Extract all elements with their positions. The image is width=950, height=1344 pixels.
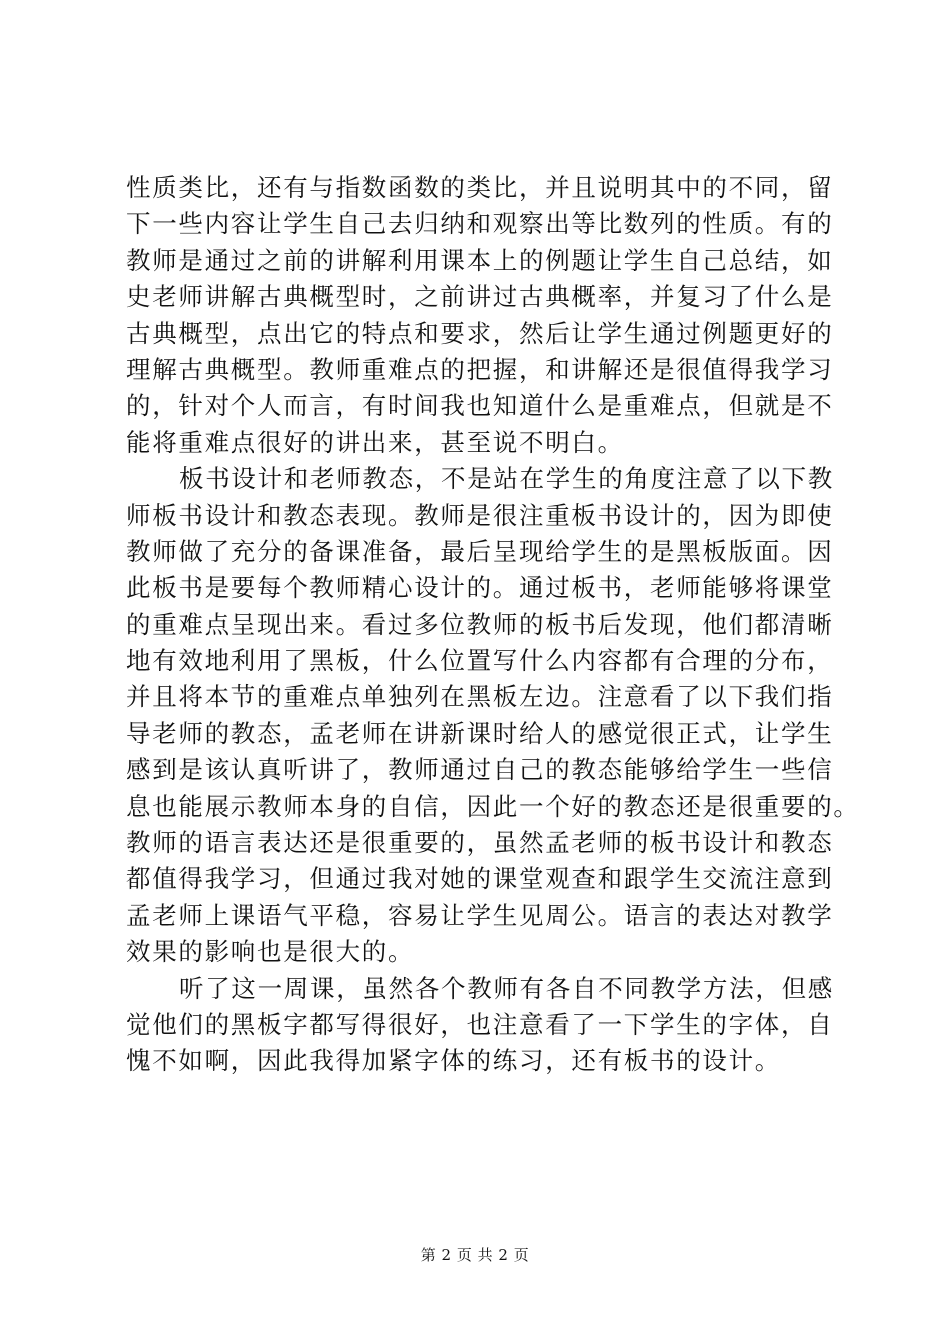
page-footer [0, 1245, 950, 1265]
body-text [126, 170, 860, 1080]
text-line: 史老师讲解古典概型时，之前讲过古典概率，并复习了什么是 [126, 282, 834, 312]
paragraph-1 [126, 170, 838, 461]
text-line: 理解古典概型。教师重难点的把握，和讲解还是很值得我学习 [126, 354, 834, 384]
text-line: 板书设计和老师教态，不是站在学生的角度注意了以下教 [179, 464, 834, 494]
text-line: 古典概型，点出它的特点和要求，然后让学生通过例题更好的 [126, 318, 834, 348]
text-line: 师板书设计和教态表现。教师是很注重板书设计的，因为即使 [126, 500, 834, 530]
page-number-label: 第 2 页 共 2 页 [420, 1246, 530, 1264]
text-line: 导老师的教态，孟老师在讲新课时给人的感觉很正式，让学生 [126, 718, 834, 748]
text-line: 性质类比，还有与指数函数的类比，并且说明其中的不同，留 [126, 173, 834, 202]
text-line: 孟老师上课语气平稳，容易让学生见周公。语言的表达对教学 [126, 900, 834, 930]
text-line: 的，针对个人而言，有时间我也知道什么是重难点，但就是不 [126, 391, 834, 421]
text-line: 的重难点呈现出来。看过多位教师的板书后发现，他们都清晰 [126, 609, 834, 639]
text-line: 听了这一周课，虽然各个教师有各自不同教学方法，但感 [179, 973, 834, 1003]
text-line: 愧不如啊，因此我得加紧字体的练习，还有板书的设计。 [126, 1046, 781, 1076]
text-line: 下一些内容让学生自己去归纳和观察出等比数列的性质。有的 [126, 209, 834, 239]
text-line: 教师的语言表达还是很重要的，虽然孟老师的板书设计和教态 [126, 828, 834, 858]
text-line: 息也能展示教师本身的自信，因此一个好的教态还是很重要的。 [126, 791, 860, 821]
text-line: 效果的影响也是很大的。 [126, 937, 415, 967]
text-line: 教师做了充分的备课准备，最后呈现给学生的是黑板版面。因 [126, 536, 834, 566]
text-line: 地有效地利用了黑板，什么位置写什么内容都有合理的分布， [126, 646, 834, 676]
text-line: 觉他们的黑板字都写得很好，也注意看了一下学生的字体，自 [126, 1009, 834, 1039]
text-line: 此板书是要每个教师精心设计的。通过板书，老师能够将课堂 [126, 573, 834, 603]
paragraph-2 [126, 461, 860, 970]
text-line: 感到是该认真听讲了，教师通过自己的教态能够给学生一些信 [126, 755, 834, 785]
text-line: 都值得我学习，但通过我对她的课堂观查和跟学生交流注意到 [126, 864, 834, 894]
text-line: 教师是通过之前的讲解利用课本上的例题让学生自己总结，如 [126, 245, 834, 275]
text-line: 并且将本节的重难点单独列在黑板左边。注意看了以下我们指 [126, 682, 834, 712]
paragraph-3 [126, 971, 838, 1080]
text-line: 能将重难点很好的讲出来，甚至说不明白。 [126, 427, 624, 457]
